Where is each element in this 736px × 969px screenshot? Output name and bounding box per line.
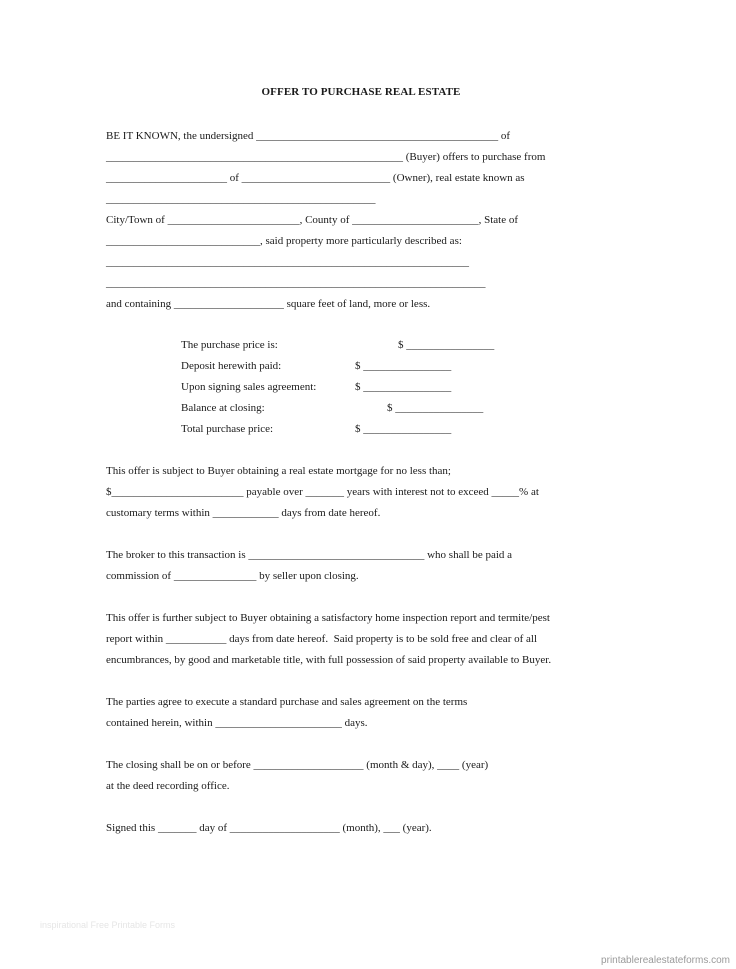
price-label-balance: Balance at closing: xyxy=(181,402,265,414)
location-line-2: ____________________________, said property more particularly described as: xyxy=(106,235,462,247)
inspection-line-1: This offer is further subject to Buyer obtaining a satisfactory home inspection report and termite/pest xyxy=(106,612,550,624)
price-label-signing: Upon signing sales agreement: xyxy=(181,381,317,393)
land-area-line: and containing ____________________ square feet of land, more or less. xyxy=(106,298,431,310)
document-title: OFFER TO PURCHASE REAL ESTATE xyxy=(261,86,461,98)
mortgage-line-3: customary terms within ____________ days from date hereof. xyxy=(106,507,381,519)
description-line-2: _____________________________________________________________________ xyxy=(106,277,486,289)
price-value-total: $ ________________ xyxy=(355,423,452,435)
mortgage-line-2: $________________________ payable over _______ years with interest not to exceed _____% at xyxy=(106,486,539,498)
broker-line-1: The broker to this transaction is ________________________________ who shall be paid a xyxy=(106,549,513,561)
closing-line-2: at the deed recording office. xyxy=(106,780,230,792)
footer-site-name: printablerealestateforms.com xyxy=(601,955,730,966)
mortgage-line-1: This offer is subject to Buyer obtaining a real estate mortgage for no less than; xyxy=(106,465,451,477)
location-line-1: City/Town of ________________________, County of _______________________, State of xyxy=(106,214,519,226)
signed-line: Signed this _______ day of ____________________ (month), ___ (year). xyxy=(106,822,432,834)
price-value-deposit: $ ________________ xyxy=(355,360,452,372)
inspection-line-3: encumbrances, by good and marketable title, with full possession of said property available to Buyer. xyxy=(106,654,552,666)
intro-line-4: _________________________________________________ xyxy=(106,193,376,205)
price-label-purchase: The purchase price is: xyxy=(181,339,278,351)
closing-line-1: The closing shall be on or before ____________________ (month & day), ____ (year) xyxy=(106,759,489,771)
agreement-line-2: contained herein, within _______________________ days. xyxy=(106,717,368,729)
price-value-signing: $ ________________ xyxy=(355,381,452,393)
broker-line-2: commission of _______________ by seller upon closing. xyxy=(106,570,359,582)
agreement-line-1: The parties agree to execute a standard purchase and sales agreement on the terms xyxy=(106,696,468,708)
price-label-deposit: Deposit herewith paid: xyxy=(181,360,282,372)
price-value-purchase: $ ________________ xyxy=(398,339,495,351)
description-line-1: __________________________________________________________________ xyxy=(106,256,469,268)
footer-watermark: inspirational Free Printable Forms xyxy=(40,920,176,930)
intro-line-3: ______________________ of ___________________________ (Owner), real estate known as xyxy=(106,172,525,184)
intro-line-2: ______________________________________________________ (Buyer) offers to purchase from xyxy=(106,151,546,163)
intro-line-1: BE IT KNOWN, the undersigned ____________________________________________ of xyxy=(106,130,511,142)
inspection-line-2: report within ___________ days from date hereof. Said property is to be sold free and clear of all xyxy=(106,633,538,645)
price-label-total: Total purchase price: xyxy=(181,423,274,435)
price-value-balance: $ ________________ xyxy=(387,402,484,414)
